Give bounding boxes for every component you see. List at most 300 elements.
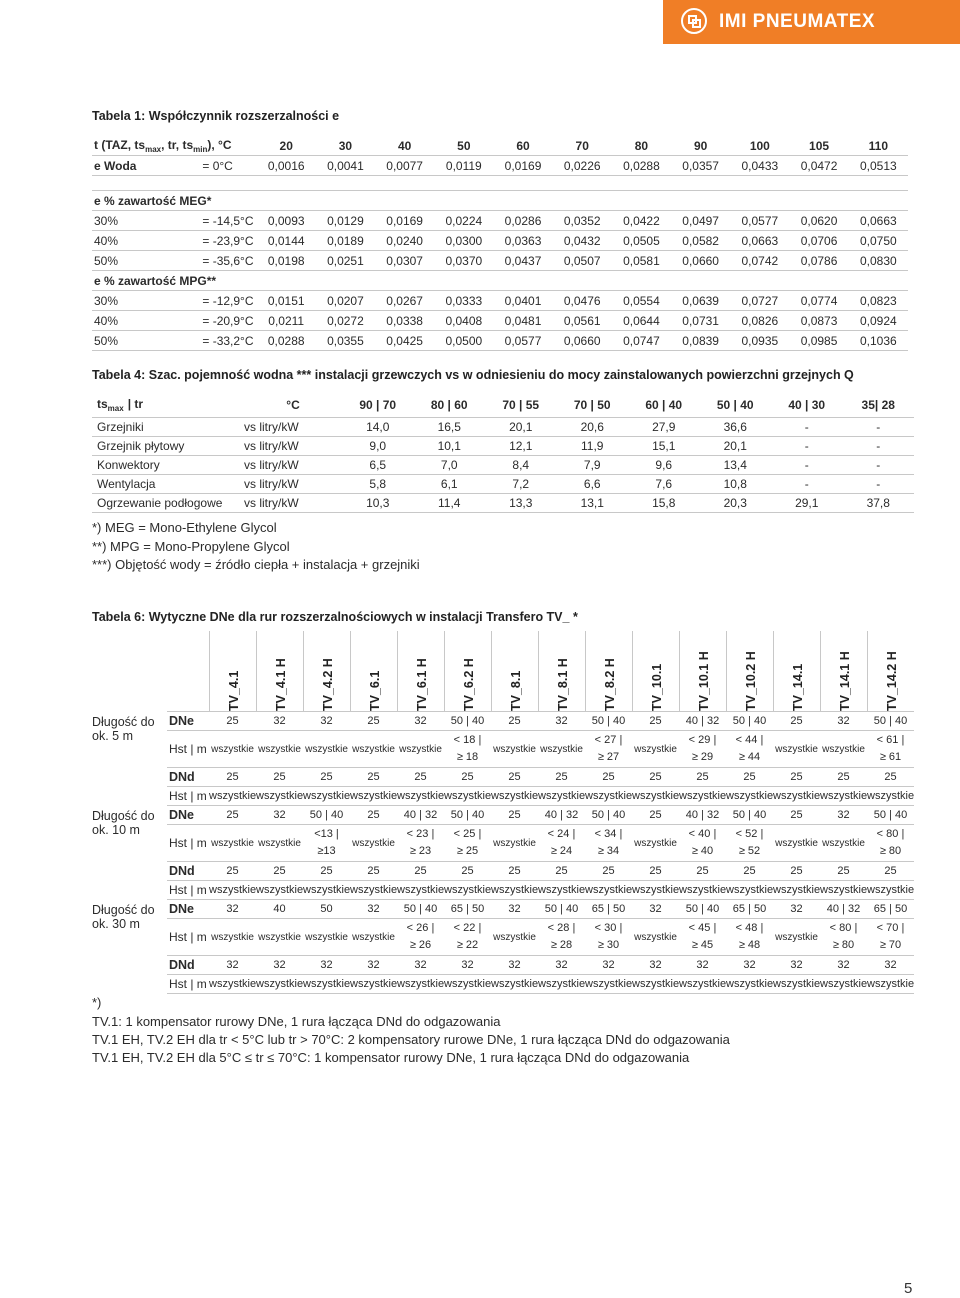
hst2-value: wszystkie — [726, 975, 773, 994]
hst-line: wszystkie — [305, 743, 348, 755]
unit-label: vs litry/kW — [244, 494, 342, 513]
hst2-value: wszystkie — [350, 787, 397, 806]
column-divider — [632, 631, 633, 711]
hst2-value: wszystkie — [397, 787, 444, 806]
hst-value — [350, 731, 397, 768]
volume-value: - — [771, 418, 843, 437]
dnd-value: 32 — [632, 956, 679, 975]
hst-value — [820, 919, 867, 956]
hst-value — [256, 919, 303, 956]
dne-value: 50 | 40 — [538, 900, 585, 919]
coefficient-value: 0,0577 — [493, 331, 552, 351]
pipe-dimension-table — [92, 711, 914, 994]
hst-line: wszystkie — [211, 837, 254, 849]
volume-value: 20,6 — [557, 418, 629, 437]
dnd-value: 25 — [444, 862, 491, 881]
column-header-vertical — [209, 631, 256, 711]
dne-value: 25 — [491, 712, 538, 731]
hst-value — [303, 825, 350, 862]
header-mid: , tr, ts — [161, 137, 194, 152]
dnd-value: 32 — [820, 956, 867, 975]
dne-value: 25 — [773, 806, 820, 825]
hst2-row — [92, 975, 914, 994]
imi-logo-icon — [681, 8, 707, 34]
coefficient-value: 0,0433 — [730, 156, 789, 176]
column-header-vertical — [350, 631, 397, 711]
dne-value: 25 — [350, 712, 397, 731]
coefficient-value: 0,0251 — [316, 251, 375, 271]
dnd-value: 25 — [350, 862, 397, 881]
hst2-value: wszystkie — [679, 975, 726, 994]
hst-line: ≥ 34 — [597, 845, 620, 857]
dnd-value: 25 — [303, 862, 350, 881]
dnd-value: 25 — [491, 768, 538, 787]
dnd-value: 32 — [303, 956, 350, 975]
hst-line: < 26 | — [406, 922, 435, 934]
hst-line: wszystkie — [540, 743, 583, 755]
coefficient-value: 0,0839 — [671, 331, 730, 351]
dne-value: 40 — [256, 900, 303, 919]
coefficient-value: 0,0267 — [375, 291, 434, 311]
coefficient-value: 0,0198 — [257, 251, 316, 271]
hst-line: < 48 | — [735, 922, 764, 934]
hst-value — [726, 825, 773, 862]
temp-header: 60 — [493, 136, 552, 156]
hst-value — [773, 825, 820, 862]
column-header-text: TV_14.1 H — [837, 651, 852, 711]
hst-value — [538, 825, 585, 862]
row-label: 30% — [92, 211, 192, 231]
volume-value: 7,9 — [557, 456, 629, 475]
coefficient-value: 0,0924 — [849, 311, 908, 331]
dnd-value: 25 — [679, 768, 726, 787]
unit-label: vs litry/kW — [244, 456, 342, 475]
column-divider — [397, 631, 398, 711]
row-label: 30% — [92, 291, 192, 311]
coefficient-value: 0,0288 — [612, 156, 671, 176]
column-header-vertical — [491, 631, 538, 711]
dne-row — [92, 900, 914, 919]
column-divider — [209, 631, 210, 711]
system-label: Grzejnik płytowy — [92, 437, 244, 456]
column-header-vertical — [773, 631, 820, 711]
hst-line: < 40 | — [688, 828, 717, 840]
note-tv-eh-inside: TV.1 EH, TV.2 EH dla 5°C ≤ tr ≤ 70°C: 1 kompensator rurowy DNe, 1 rura łącząca DNd do odgazowania — [92, 1050, 690, 1065]
hst-row — [92, 919, 914, 956]
hst2-value: wszystkie — [820, 787, 867, 806]
hst2-value: wszystkie — [773, 881, 820, 900]
dne-value: 50 | 40 — [867, 806, 914, 825]
dne-value: 25 — [209, 806, 256, 825]
dne-value: 50 | 40 — [726, 712, 773, 731]
hst2-value: wszystkie — [867, 787, 914, 806]
header-suffix: ), °C — [207, 137, 232, 152]
table4-row — [92, 418, 914, 437]
column-divider — [350, 631, 351, 711]
dne-value: 32 — [209, 900, 256, 919]
volume-value: 12,1 — [485, 437, 557, 456]
hst-line: <13 | — [314, 828, 339, 840]
volume-value: - — [843, 475, 915, 494]
coefficient-value: 0,0370 — [434, 251, 493, 271]
coefficient-value: 0,0561 — [553, 311, 612, 331]
row-label: 50% — [92, 331, 192, 351]
dne-value: 40 | 32 — [397, 806, 444, 825]
unit-label: vs litry/kW — [244, 437, 342, 456]
ts-label: ts — [97, 397, 108, 411]
volume-value: 13,3 — [485, 494, 557, 513]
coefficient-value: 0,0500 — [434, 331, 493, 351]
system-label: Ogrzewanie podłogowe — [92, 494, 244, 513]
dne-value: 32 — [491, 900, 538, 919]
dnd-value: 32 — [209, 956, 256, 975]
volume-value: 11,9 — [557, 437, 629, 456]
hst-line: < 44 | — [735, 734, 764, 746]
volume-value: 8,4 — [485, 456, 557, 475]
tr-label: | tr — [127, 397, 144, 411]
dne-value: 50 | 40 — [679, 900, 726, 919]
volume-value: 13,4 — [700, 456, 772, 475]
row-label: 40% — [92, 231, 192, 251]
coefficient-value: 0,0272 — [316, 311, 375, 331]
mpg-section-row — [92, 271, 908, 291]
temp-pair-header: 35| 28 — [843, 393, 915, 418]
water-row — [92, 156, 908, 176]
hst-value — [397, 825, 444, 862]
dne-value: 65 | 50 — [726, 900, 773, 919]
hst-value — [585, 731, 632, 768]
dne-value: 65 | 50 — [444, 900, 491, 919]
column-header-vertical — [303, 631, 350, 711]
hst-value — [726, 731, 773, 768]
dne-value: 50 | 40 — [585, 806, 632, 825]
hst2-value: wszystkie — [350, 881, 397, 900]
hst-line: < 24 | — [547, 828, 576, 840]
coefficient-value: 0,0144 — [257, 231, 316, 251]
temp-header: 90 — [671, 136, 730, 156]
dnd-value: 32 — [773, 956, 820, 975]
dne-value: 40 | 32 — [679, 806, 726, 825]
column-header-text: TV_6.1 H — [414, 658, 429, 711]
hst-value — [867, 919, 914, 956]
column-header-text: TV_6.1 — [367, 670, 382, 711]
hst-line: wszystkie — [399, 743, 442, 755]
dne-value: 50 | 40 — [444, 712, 491, 731]
dnd-row — [92, 862, 914, 881]
dne-value: 32 — [350, 900, 397, 919]
hst2-value: wszystkie — [632, 881, 679, 900]
hst-value — [679, 731, 726, 768]
header-sub-max: max — [145, 144, 162, 154]
hst-value — [491, 825, 538, 862]
hst-line: ≥ 22 — [456, 939, 479, 951]
temp-pair-header: 70 | 55 — [485, 393, 557, 418]
row-label: 40% — [92, 311, 192, 331]
length-label: Długość do ok. 10 m — [92, 808, 155, 837]
volume-value: 29,1 — [771, 494, 843, 513]
volume-value: - — [843, 418, 915, 437]
dne-value: 32 — [538, 712, 585, 731]
table4-row — [92, 494, 914, 513]
meg-section-title: e % zawartość MEG* — [92, 191, 908, 211]
dne-key: DNe — [167, 806, 209, 825]
dne-value: 25 — [773, 712, 820, 731]
dnd-value: 25 — [350, 768, 397, 787]
dne-value: 32 — [303, 712, 350, 731]
coefficient-value: 0,0786 — [789, 251, 848, 271]
coefficient-value: 0,0620 — [789, 211, 848, 231]
water-volume-table — [92, 393, 914, 513]
hst-value — [491, 731, 538, 768]
coefficient-value: 0,0660 — [671, 251, 730, 271]
hst-line: wszystkie — [634, 743, 677, 755]
hst-line: ≥ 40 — [691, 845, 714, 857]
hst-line: < 29 | — [688, 734, 717, 746]
hst2-value: wszystkie — [632, 787, 679, 806]
hst2-key: Hst | m — [167, 881, 209, 900]
hst-line: ≥13 — [317, 845, 336, 857]
dnd-value: 25 — [256, 862, 303, 881]
hst2-key: Hst | m — [167, 975, 209, 994]
hst-line: ≥ 27 — [597, 751, 620, 763]
coefficient-value: 0,0706 — [789, 231, 848, 251]
hst-line: ≥ 45 — [691, 939, 714, 951]
coefficient-value: 0,0338 — [375, 311, 434, 331]
hst2-value: wszystkie — [303, 975, 350, 994]
volume-value: 36,6 — [700, 418, 772, 437]
hst2-value: wszystkie — [726, 787, 773, 806]
coefficient-value: 0,0727 — [730, 291, 789, 311]
coefficient-value: 0,0663 — [730, 231, 789, 251]
dne-value: 40 | 32 — [820, 900, 867, 919]
column-header-text: TV_10.2 H — [743, 651, 758, 711]
coefficient-value: 0,0425 — [375, 331, 434, 351]
hst-value — [867, 825, 914, 862]
coefficient-value: 0,0357 — [671, 156, 730, 176]
coefficient-value: 0,0240 — [375, 231, 434, 251]
column-header-text: TV_14.2 H — [884, 651, 899, 711]
volume-value: 6,5 — [342, 456, 414, 475]
hst2-value: wszystkie — [773, 787, 820, 806]
hst2-value: wszystkie — [538, 975, 585, 994]
dnd-value: 25 — [820, 862, 867, 881]
hst-line: ≥ 80 — [832, 939, 855, 951]
coefficient-value: 0,0497 — [671, 211, 730, 231]
hst-line: ≥ 61 — [879, 751, 902, 763]
hst2-value: wszystkie — [209, 881, 256, 900]
hst2-value: wszystkie — [585, 787, 632, 806]
hst-line: wszystkie — [775, 931, 818, 943]
volume-value: 20,3 — [700, 494, 772, 513]
coefficient-value: 0,0169 — [375, 211, 434, 231]
dnd-value: 25 — [820, 768, 867, 787]
coefficient-value: 0,0016 — [257, 156, 316, 176]
volume-value: 14,0 — [342, 418, 414, 437]
hst-line: < 27 | — [594, 734, 623, 746]
row-condition: = -35,6°C — [192, 251, 256, 271]
dnd-value: 25 — [397, 768, 444, 787]
hst-value — [209, 919, 256, 956]
volume-value: 20,1 — [700, 437, 772, 456]
footnote-mpg: **) MPG = Mono-Propylene Glycol — [92, 539, 290, 554]
hst-value — [209, 825, 256, 862]
column-header-vertical — [867, 631, 914, 711]
coefficient-value: 0,0505 — [612, 231, 671, 251]
volume-value: 20,1 — [485, 418, 557, 437]
coefficient-value: 0,0742 — [730, 251, 789, 271]
dne-value: 40 | 32 — [538, 806, 585, 825]
brand-banner — [663, 0, 960, 44]
coefficient-value: 0,0731 — [671, 311, 730, 331]
hst-line: wszystkie — [258, 743, 301, 755]
meg-row — [92, 231, 908, 251]
dne-key: DNe — [167, 900, 209, 919]
coefficient-value: 0,0093 — [257, 211, 316, 231]
dnd-value: 32 — [397, 956, 444, 975]
column-divider — [256, 631, 257, 711]
dnd-value: 25 — [726, 862, 773, 881]
dnd-value: 32 — [679, 956, 726, 975]
system-label: Grzejniki — [92, 418, 244, 437]
header-sub-min: min — [193, 144, 208, 154]
meg-row — [92, 211, 908, 231]
hst2-row — [92, 881, 914, 900]
hst-line: ≥ 48 — [738, 939, 761, 951]
spacer-cell — [92, 176, 908, 191]
column-header-vertical — [538, 631, 585, 711]
footnote-meg: *) MEG = Mono-Ethylene Glycol — [92, 520, 277, 535]
volume-value: - — [843, 437, 915, 456]
table1-header-row — [92, 136, 908, 156]
hst-value — [444, 825, 491, 862]
hst-line: wszystkie — [822, 837, 865, 849]
dnd-value: 25 — [585, 862, 632, 881]
hst-value — [538, 919, 585, 956]
dne-key: DNe — [167, 712, 209, 731]
dnd-value: 25 — [867, 862, 914, 881]
coefficient-value: 0,0286 — [493, 211, 552, 231]
dnd-value: 32 — [585, 956, 632, 975]
coefficient-value: 0,0288 — [257, 331, 316, 351]
temp-pair-header: 70 | 50 — [557, 393, 629, 418]
hst-line: < 80 | — [876, 828, 905, 840]
hst2-value: wszystkie — [209, 787, 256, 806]
hst-line: ≥ 52 — [738, 845, 761, 857]
hst-line: < 23 | — [406, 828, 435, 840]
dnd-value: 25 — [491, 862, 538, 881]
hst-line: wszystkie — [493, 931, 536, 943]
dne-value: 65 | 50 — [867, 900, 914, 919]
hst-row — [92, 731, 914, 768]
column-header-text: TV_4.1 — [226, 670, 241, 711]
length-label: Długość do ok. 30 m — [92, 902, 155, 931]
volume-value: 7,6 — [628, 475, 700, 494]
dne-value: 65 | 50 — [585, 900, 632, 919]
page-number: 5 — [904, 1280, 913, 1297]
hst-line: ≥ 70 — [879, 939, 902, 951]
volume-value: 7,2 — [485, 475, 557, 494]
volume-value: 15,1 — [628, 437, 700, 456]
hst-line: < 30 | — [594, 922, 623, 934]
column-header-text: TV_8.1 H — [555, 658, 570, 711]
row-condition: = -33,2°C — [192, 331, 256, 351]
column-header-text: TV_10.1 — [649, 663, 664, 711]
coefficient-value: 0,0401 — [493, 291, 552, 311]
hst2-value: wszystkie — [256, 975, 303, 994]
hst-line: < 80 | — [829, 922, 858, 934]
coefficient-value: 0,0774 — [789, 291, 848, 311]
column-divider — [726, 631, 727, 711]
dne-value: 25 — [209, 712, 256, 731]
dne-value: 32 — [632, 900, 679, 919]
column-header-vertical — [679, 631, 726, 711]
note-tv-eh-outside: TV.1 EH, TV.2 EH dla tr < 5°C lub tr > 70°C: 2 kompensatory rurowe DNe, 1 rura łącząca DNd do odgazowania — [92, 1032, 730, 1047]
hst2-value: wszystkie — [303, 787, 350, 806]
dnd-value: 32 — [350, 956, 397, 975]
hst-line: ≥ 29 — [691, 751, 714, 763]
hst-line: wszystkie — [352, 931, 395, 943]
unit-label: vs litry/kW — [244, 418, 342, 437]
dnd-value: 25 — [867, 768, 914, 787]
dnd-value: 32 — [444, 956, 491, 975]
column-header-text: TV_14.1 — [790, 663, 805, 711]
hst-value — [491, 919, 538, 956]
table4-row — [92, 437, 914, 456]
hst-value — [773, 731, 820, 768]
volume-value: 6,6 — [557, 475, 629, 494]
volume-value: - — [843, 456, 915, 475]
hst2-value: wszystkie — [397, 881, 444, 900]
table4-row — [92, 456, 914, 475]
row-condition: = -20,9°C — [192, 311, 256, 331]
hst2-value: wszystkie — [679, 787, 726, 806]
coefficient-value: 0,0823 — [849, 291, 908, 311]
coefficient-value: 0,0935 — [730, 331, 789, 351]
hst2-value: wszystkie — [867, 975, 914, 994]
hst2-value: wszystkie — [303, 881, 350, 900]
coefficient-value: 0,0663 — [849, 211, 908, 231]
row-condition: = -12,9°C — [192, 291, 256, 311]
hst-line: wszystkie — [634, 931, 677, 943]
dnd-value: 25 — [209, 862, 256, 881]
coefficient-value: 0,0119 — [434, 156, 493, 176]
column-divider — [585, 631, 586, 711]
volume-value: 16,5 — [414, 418, 486, 437]
coefficient-value: 0,0211 — [257, 311, 316, 331]
dnd-value: 25 — [256, 768, 303, 787]
hst-value — [209, 731, 256, 768]
hst-value — [303, 731, 350, 768]
column-header-text: TV_10.1 H — [696, 651, 711, 711]
coefficient-value: 0,1036 — [849, 331, 908, 351]
hst-value — [820, 825, 867, 862]
dne-value: 50 | 40 — [585, 712, 632, 731]
dne-row — [92, 806, 914, 825]
meg-row — [92, 251, 908, 271]
column-divider — [867, 631, 868, 711]
coefficient-value: 0,0476 — [553, 291, 612, 311]
hst2-value: wszystkie — [538, 787, 585, 806]
column-header-text: TV_8.2 H — [602, 658, 617, 711]
coefficient-value: 0,0750 — [849, 231, 908, 251]
hst-line: wszystkie — [258, 931, 301, 943]
hst2-value: wszystkie — [444, 787, 491, 806]
hst2-row — [92, 787, 914, 806]
dne-value: 32 — [820, 806, 867, 825]
hst-value — [726, 919, 773, 956]
hst2-value: wszystkie — [632, 975, 679, 994]
coefficient-value: 0,0333 — [434, 291, 493, 311]
